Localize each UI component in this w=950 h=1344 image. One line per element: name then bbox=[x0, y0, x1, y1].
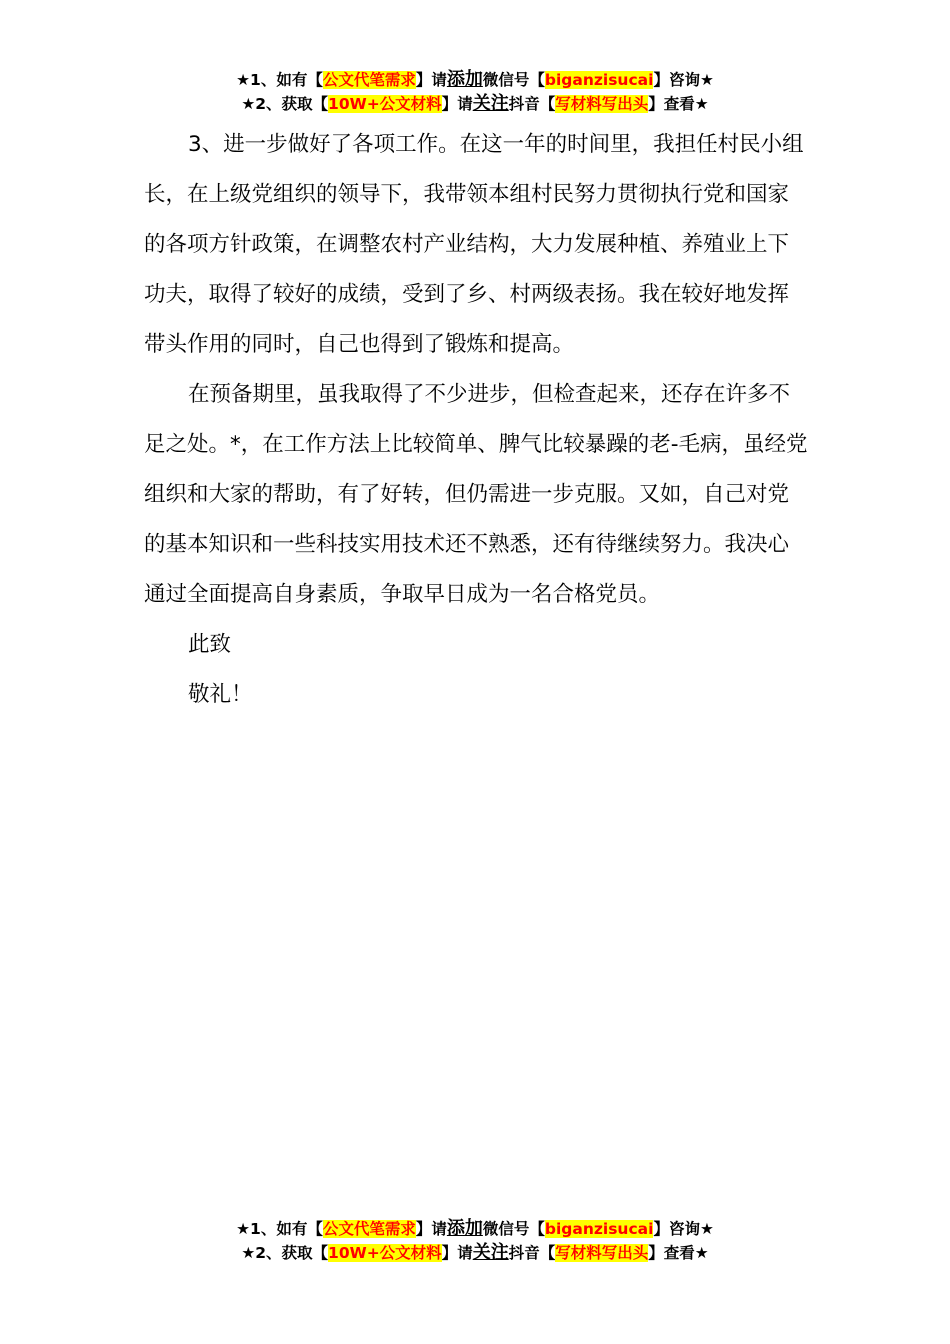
header-banner bbox=[0, 68, 950, 116]
highlight-douyin-id: 写材料写出头 bbox=[555, 95, 649, 113]
highlight-wechat-id: biganzisucai bbox=[544, 1220, 654, 1238]
highlight-wechat-id: biganzisucai bbox=[544, 71, 654, 89]
closing-salutation: 此致 bbox=[188, 632, 232, 657]
banner-line-2: ★2、获取【10W+公文材料】请关注抖音【写材料写出头】查看★ bbox=[241, 93, 709, 114]
highlight-service: 公文代笔需求 bbox=[322, 1220, 416, 1238]
banner-line-1: ★1、如有【公文代笔需求】请添加微信号【biganzisucai】咨询★ bbox=[236, 1218, 714, 1239]
highlight-douyin-id: 写材料写出头 bbox=[555, 1244, 649, 1262]
banner-line-2: ★2、获取【10W+公文材料】请关注抖音【写材料写出头】查看★ bbox=[241, 1242, 709, 1263]
footer-banner bbox=[0, 1217, 950, 1265]
highlight-service: 公文代笔需求 bbox=[322, 71, 416, 89]
highlight-materials: 10W+公文材料 bbox=[328, 1244, 442, 1262]
highlight-materials: 10W+公文材料 bbox=[328, 95, 442, 113]
document-body bbox=[144, 120, 809, 720]
closing-regards: 敬礼！ bbox=[188, 682, 253, 707]
paragraph-work: 3、进一步做好了各项工作。在这一年的时间里，我担任村民小组长，在上级党组织的领导下，我带领本组村民努力贯彻执行党和国家的各项方针政策，在调整农村产业结构，大力发展种植、养殖业上下功夫，取得了较好的成绩，受到了乡、村两级表扬。我在较好地发挥带头作用的同时，自己也得到了锻炼和提高。 bbox=[144, 132, 804, 357]
paragraph-shortcomings: 在预备期里，虽我取得了不少进步，但检查起来，还存在许多不足之处。*，在工作方法上比较简单、脾气比较暴躁的老-毛病，虽经党组织和大家的帮助，有了好转，但仍需进一步克服。又如，自己对党的基本知识和一些科技实用技术还不熟悉，还有待继续努力。我决心通过全面提高自身素质，争取早日成为一名合格党员。 bbox=[144, 382, 808, 607]
banner-line-1: ★1、如有【公文代笔需求】请添加微信号【biganzisucai】咨询★ bbox=[236, 69, 714, 90]
